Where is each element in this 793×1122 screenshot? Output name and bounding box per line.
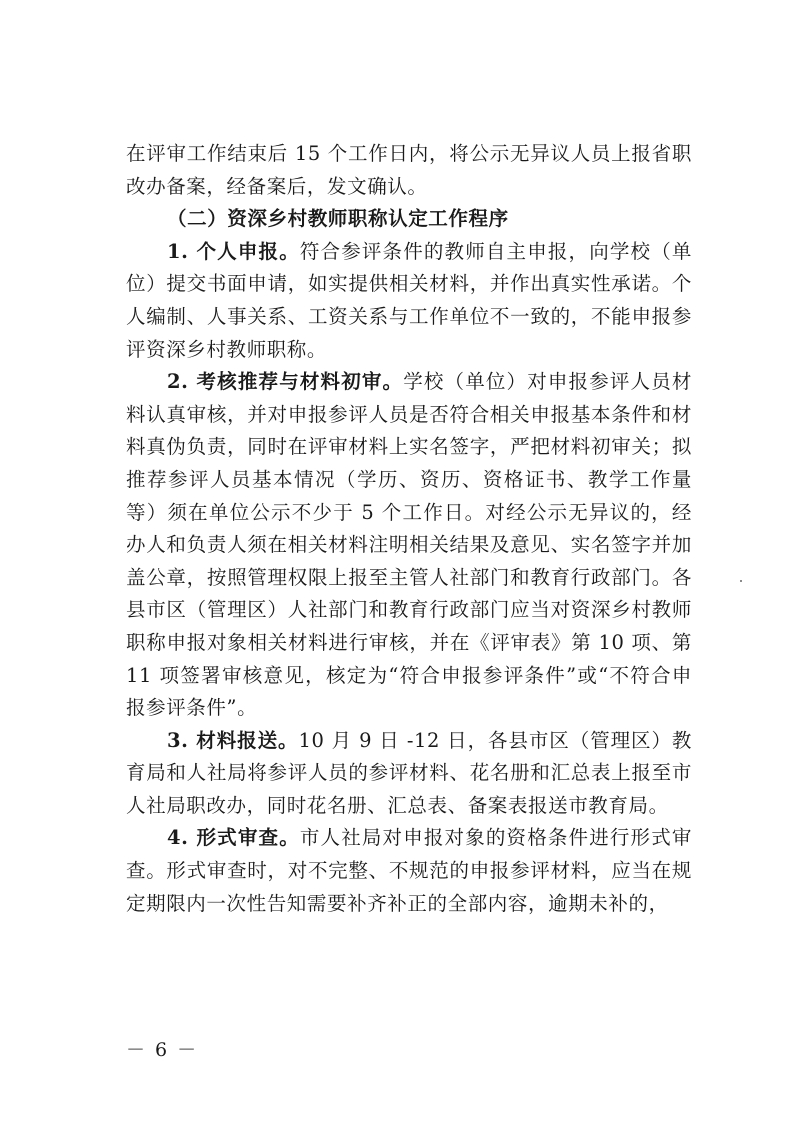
paragraph-formal-review — [126, 822, 692, 920]
paragraph-lead: 3. 材料报送。 — [167, 728, 299, 752]
paragraph-lead: 2. 考核推荐与材料初审。 — [167, 370, 404, 394]
scan-speck — [740, 580, 742, 582]
paragraph-continuation — [126, 138, 692, 203]
paragraph-material-submission — [126, 725, 692, 823]
section-heading: （二）资深乡村教师职称认定工作程序 — [167, 207, 509, 231]
paragraph-text: 市人社局对申报对象的资格条件进行形式审查。形式审查时，对不完整、不规范的申报参评材料，应当在规定期限内一次性告知需要补齐补正的全部内容，逾期未补的， — [126, 826, 692, 915]
paragraph-text: 学校（单位）对申报参评人员材料认真审核，并对申报参评人员是否符合相关申报基本条件和材料真伪负责，同时在评审材料上实名签字，严把材料初审关；拟推荐参评人员基本情况（学历、资历、资格证书、教学工作量等）须在单位公示不少于 5 个工作日。对经公示无异议的，经办人和负责人须在相关材料注明相关结果及意见、实名签字并加盖公章，按照管理权限上报至主管人社部门和教育行政部门。各县市区（管理区）人社部门和教育行政部门应当对资深乡村教师职称申报对象相关材料进行审核，并在《评审表》第 10 项、第 11 项签署审核意见，核定为“符合申报参评条件”或“不符合申报参评条件”。 — [126, 370, 692, 720]
body-text — [126, 138, 692, 920]
paragraph-lead: 1. 个人申报。 — [167, 239, 300, 263]
paragraph-lead: 4. 形式审查。 — [167, 826, 300, 850]
paragraph-personal-application — [126, 236, 692, 366]
paragraph-text: 在评审工作结束后 15 个工作日内，将公示无异议人员上报省职改办备案，经备案后，发文确认。 — [126, 142, 692, 198]
paragraph-text: 符合参评条件的教师自主申报，向学校（单位）提交书面申请，如实提供相关材料，并作出真实性承诺。个人编制、人事关系、工资关系与工作单位不一致的，不能申报参评资深乡村教师职称。 — [126, 239, 692, 361]
page-number: － 6 － — [126, 1039, 199, 1061]
paragraph-assessment-review — [126, 366, 692, 725]
paragraph-text: 10 月 9 日 -12 日，各县市区（管理区）教育局和人社局将参评人员的参评材料、花名册和汇总表上报至市人社局职改办，同时花名册、汇总表、备案表报送市教育局。 — [126, 728, 692, 817]
